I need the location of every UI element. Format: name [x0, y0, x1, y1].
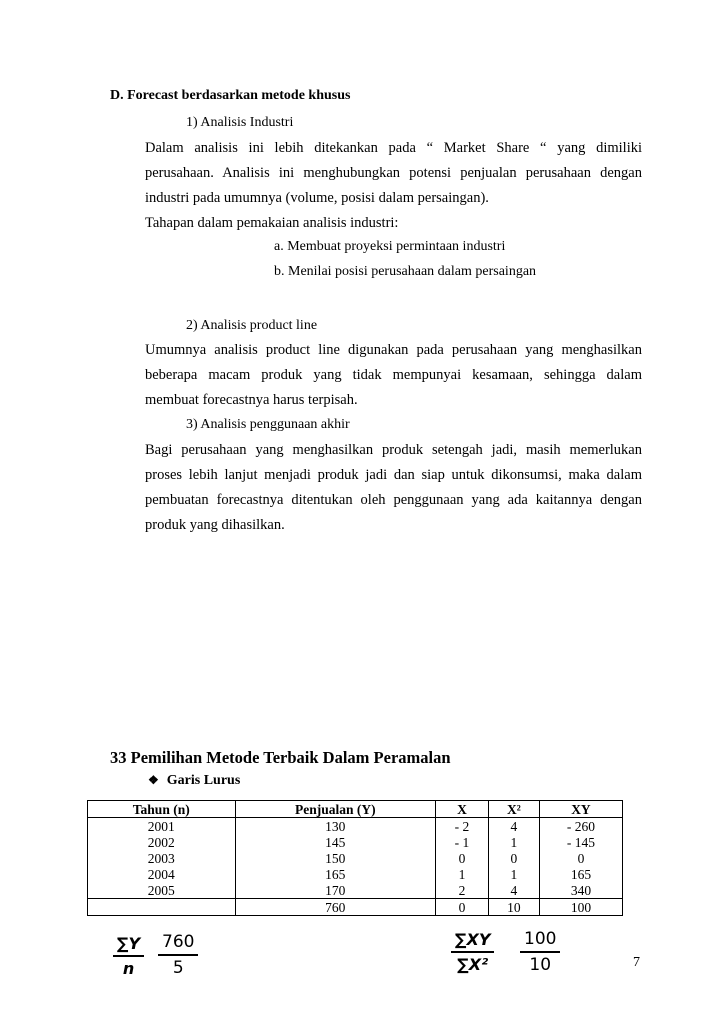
cell-x: 2 [436, 882, 489, 899]
table-row [88, 850, 623, 866]
cell-x-squared: 1 [488, 866, 539, 882]
cell-xy-total: 100 [539, 899, 622, 916]
formula-sum-y-over-n [113, 934, 144, 978]
cell-x: - 2 [436, 818, 489, 835]
table-row [88, 818, 623, 835]
table-row [88, 866, 623, 882]
item-1-line: industri pada umumnya (volume, posisi dalam persaingan). [145, 190, 489, 206]
cell-x-squared: 0 [488, 850, 539, 866]
formula-denominator: ∑X² [457, 955, 489, 974]
cell-x: 1 [436, 866, 489, 882]
formula-numerator: 760 [158, 932, 198, 956]
item-3-line: produk yang dihasilkan. [145, 517, 285, 533]
cell-x-squared: 1 [488, 834, 539, 850]
item-3-paragraph [145, 438, 642, 538]
header-xy: XY [539, 801, 622, 818]
item-2-line: membuat forecastnya harus terpisah. [145, 392, 358, 408]
header-x: X [436, 801, 489, 818]
cell-x-squared: 4 [488, 882, 539, 899]
header-penjualan: Penjualan (Y) [235, 801, 436, 818]
item-2-line: beberapa macam produk yang tidak mempunyai kesamaan, sehingga dalam [145, 367, 642, 383]
cell-tahun [88, 899, 236, 916]
diamond-bullet-icon: ❖ [148, 773, 159, 787]
formula-denominator: 5 [172, 958, 184, 978]
header-x-squared: X² [488, 801, 539, 818]
item-1-line: Dalam analisis ini lebih ditekankan pada “ Market Share “ yang dimiliki [145, 140, 642, 156]
table-header-row [88, 801, 623, 818]
formula-100-over-10 [520, 929, 560, 975]
bullet-item [148, 773, 240, 789]
cell-penjualan-total: 760 [235, 899, 436, 916]
cell-tahun: 2004 [88, 866, 236, 882]
header-tahun: Tahun (n) [88, 801, 236, 818]
cell-x: - 1 [436, 834, 489, 850]
cell-penjualan: 130 [235, 818, 436, 835]
formula-sum-xy-over-sum-x2 [451, 930, 494, 974]
cell-tahun: 2005 [88, 882, 236, 899]
formula-denominator: 10 [529, 955, 552, 975]
formula-denominator: n [122, 959, 135, 978]
step-a: a. Membuat proyeksi permintaan industri [274, 239, 506, 254]
formula-numerator: 100 [520, 929, 560, 953]
formula-760-over-5 [158, 932, 198, 978]
regression-table [87, 800, 623, 916]
cell-xy: 0 [539, 850, 622, 866]
cell-penjualan: 150 [235, 850, 436, 866]
cell-penjualan: 170 [235, 882, 436, 899]
cell-x-squared-total: 10 [488, 899, 539, 916]
formula-numerator: ∑Y [113, 934, 144, 957]
cell-xy: - 145 [539, 834, 622, 850]
item-3-title: 3) Analisis penggunaan akhir [186, 417, 350, 432]
bullet-label: Garis Lurus [166, 773, 241, 788]
item-2-title: 2) Analisis product line [186, 318, 318, 333]
cell-xy: 165 [539, 866, 622, 882]
cell-x: 0 [436, 850, 489, 866]
cell-tahun: 2002 [88, 834, 236, 850]
item-1-title: 1) Analisis Industri [186, 115, 294, 130]
item-1-line: Tahapan dalam pemakaian analisis industri: [145, 215, 399, 231]
formula-numerator: ∑XY [451, 930, 494, 953]
cell-xy: 340 [539, 882, 622, 899]
section-d-heading: D. Forecast berdasarkan metode khusus [110, 88, 351, 103]
cell-penjualan: 145 [235, 834, 436, 850]
table-row [88, 834, 623, 850]
page-number: 7 [633, 955, 640, 970]
item-2-paragraph [145, 338, 642, 413]
item-3-line: pembuatan forecastnya ditentukan oleh penggunaan yang ada kaitannya dengan [145, 492, 642, 508]
item-3-line: Bagi perusahaan yang menghasilkan produk setengah jadi, masih memerlukan [145, 442, 642, 458]
table-row [88, 882, 623, 899]
table-total-row [88, 899, 623, 916]
cell-xy: - 260 [539, 818, 622, 835]
cell-tahun: 2001 [88, 818, 236, 835]
cell-x-squared: 4 [488, 818, 539, 835]
item-1-line: perusahaan. Analisis ini menghubungkan potensi penjualan perusahaan dengan [145, 165, 642, 181]
section-33-heading: 33 Pemilihan Metode Terbaik Dalam Peramalan [110, 748, 451, 767]
item-1-paragraph [145, 136, 642, 236]
cell-x-total: 0 [436, 899, 489, 916]
cell-penjualan: 165 [235, 866, 436, 882]
item-2-line: Umumnya analisis product line digunakan pada perusahaan yang menghasilkan [145, 342, 642, 358]
item-3-line: proses lebih lanjut menjadi produk jadi dan siap untuk dikonsumsi, maka dalam [145, 467, 642, 483]
cell-tahun: 2003 [88, 850, 236, 866]
step-b: b. Menilai posisi perusahaan dalam persaingan [274, 264, 537, 279]
